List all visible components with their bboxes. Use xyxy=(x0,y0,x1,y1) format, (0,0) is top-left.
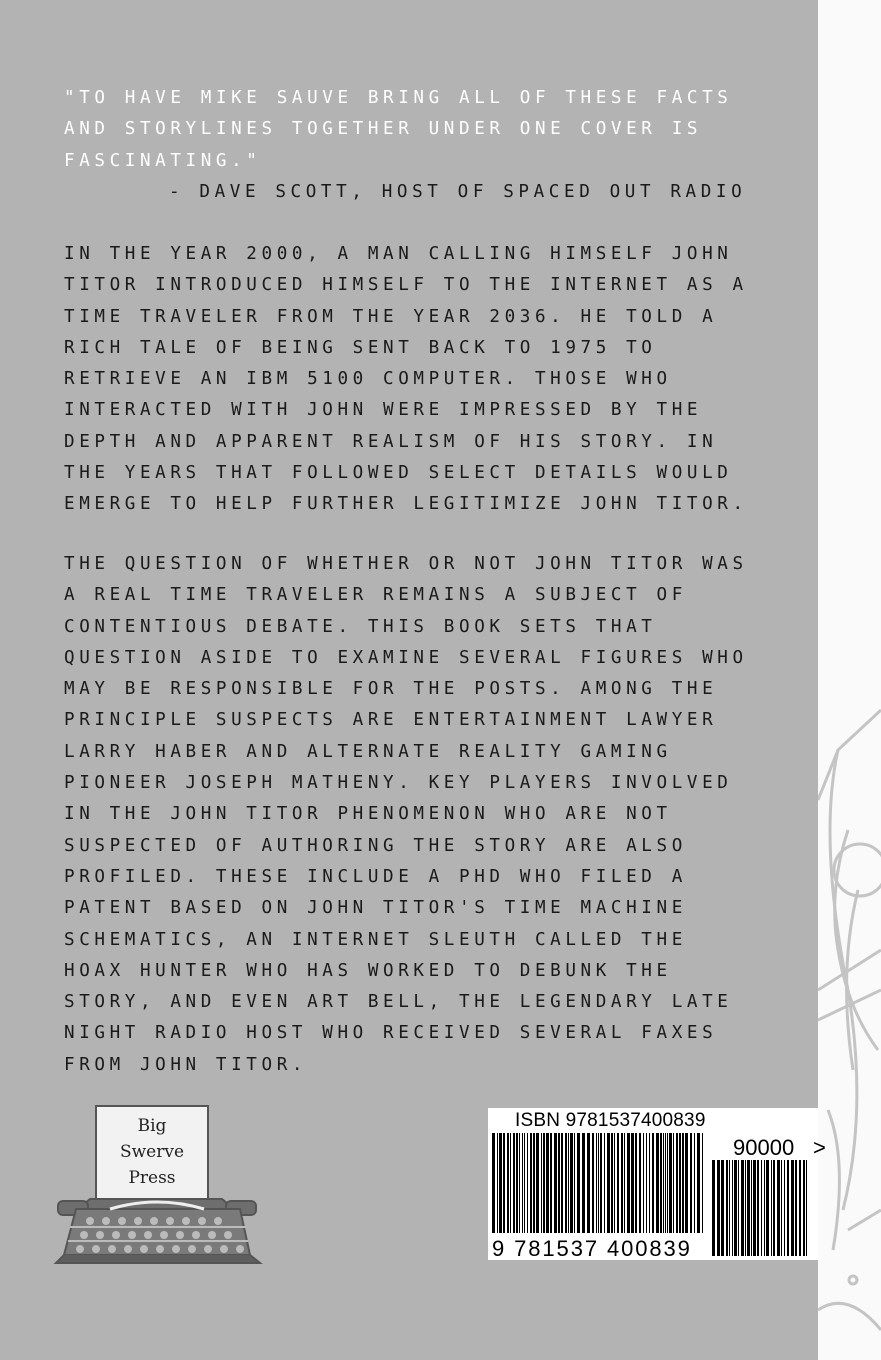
text-line: TITOR INTRODUCED HIMSELF TO THE INTERNET AS A xyxy=(64,275,748,296)
publisher-line: Swerve xyxy=(119,1142,185,1162)
isbn-digits: 9 781537 400839 xyxy=(492,1236,692,1261)
barcode-bar xyxy=(753,1160,756,1256)
barcode-bar xyxy=(649,1133,650,1233)
barcode-bar xyxy=(607,1133,610,1233)
barcode-bar xyxy=(702,1133,703,1233)
barcode-bar xyxy=(600,1133,602,1233)
barcode-bar xyxy=(543,1133,545,1233)
description-paragraph-1 xyxy=(64,239,784,521)
barcode-bar xyxy=(527,1133,528,1233)
barcode-bar xyxy=(570,1133,573,1233)
price-arrow: > xyxy=(813,1135,826,1160)
text-line: STORY, AND EVEN ART BELL, THE LEGENDARY LATE xyxy=(64,992,733,1013)
barcode-bar xyxy=(643,1133,644,1233)
price-code: 90000 xyxy=(733,1135,795,1160)
barcode-bar xyxy=(522,1133,523,1233)
barcode-bar xyxy=(751,1160,752,1256)
barcode-bar xyxy=(510,1133,511,1233)
barcode-bar xyxy=(747,1160,750,1256)
barcode-bar xyxy=(592,1133,594,1233)
barcode-bar xyxy=(541,1133,542,1233)
barcode-bar xyxy=(565,1133,567,1233)
barcode-bar xyxy=(550,1133,552,1233)
barcode-bar xyxy=(745,1160,746,1256)
barcode-bar xyxy=(773,1160,775,1256)
barcode-bar xyxy=(497,1133,498,1233)
barcode-bar xyxy=(598,1133,599,1233)
text-line: THE YEARS THAT FOLLOWED SELECT DETAILS WOULD xyxy=(64,463,733,484)
barcode-bar xyxy=(558,1133,560,1233)
barcode-bar xyxy=(627,1133,630,1233)
barcode-bar xyxy=(726,1160,728,1256)
text-line: NIGHT RADIO HOST WHO RECEIVED SEVERAL FAXES xyxy=(64,1023,718,1044)
barcode-bar xyxy=(732,1160,733,1256)
text-line: THE QUESTION OF WHETHER OR NOT JOHN TITOR WAS xyxy=(64,554,748,574)
barcode-bar xyxy=(721,1160,724,1256)
barcode-bar xyxy=(611,1133,613,1233)
barcode-bar xyxy=(682,1133,684,1233)
isbn-barcode xyxy=(492,1133,704,1233)
barcode-bar xyxy=(652,1133,654,1233)
barcode-bar xyxy=(621,1133,623,1233)
barcode-bar xyxy=(757,1160,759,1256)
text-line: SUSPECTED OF AUTHORING THE STORY ARE ALSO xyxy=(64,835,687,856)
barcode-bar xyxy=(741,1160,744,1256)
barcode-bar xyxy=(582,1133,585,1233)
barcode-bar xyxy=(516,1133,518,1233)
barcode-bar xyxy=(546,1133,549,1233)
barcode-bar xyxy=(646,1133,647,1233)
barcode-bar xyxy=(679,1133,681,1233)
text-line: TIME TRAVELER FROM THE YEAR 2036. HE TOLD A xyxy=(64,306,718,327)
barcode-bar xyxy=(771,1160,772,1256)
barcode-bar xyxy=(766,1160,769,1256)
barcode-bar xyxy=(712,1160,715,1256)
barcode-bar xyxy=(777,1160,780,1256)
price-barcode xyxy=(712,1160,807,1256)
barcode-bar xyxy=(799,1160,801,1256)
barcode-bar xyxy=(568,1133,569,1233)
barcode-bar xyxy=(781,1160,782,1256)
barcode-bar xyxy=(574,1133,575,1233)
barcode-bar xyxy=(729,1160,730,1256)
publisher-name xyxy=(96,1113,208,1191)
barcode-bar xyxy=(639,1133,641,1233)
barcode-bar xyxy=(513,1133,515,1233)
text-line: PATENT BASED ON JOHN TITOR'S TIME MACHINE xyxy=(64,898,687,919)
barcode-bar xyxy=(587,1133,590,1233)
barcode-bar xyxy=(561,1133,563,1233)
barcode-bar xyxy=(787,1160,789,1256)
barcode-bar xyxy=(665,1133,666,1233)
barcode-bar xyxy=(536,1133,539,1233)
barcode-bar xyxy=(764,1160,765,1256)
text-line: RICH TALE OF BEING SENT BACK TO 1975 TO xyxy=(64,337,657,358)
text-line: PROFILED. THESE INCLUDE A PHD WHO FILED A xyxy=(64,866,687,887)
quote-line: "TO HAVE MIKE SAUVE BRING ALL OF THESE FACTS xyxy=(64,88,733,108)
barcode-bar xyxy=(533,1133,535,1233)
barcode-bar xyxy=(690,1133,692,1233)
barcode-bar xyxy=(614,1133,615,1233)
text-line: IN THE YEAR 2000, A MAN CALLING HIMSELF JOHN xyxy=(64,244,733,264)
barcode-bar xyxy=(806,1160,807,1256)
barcode-bar xyxy=(660,1133,662,1233)
description-paragraph-2 xyxy=(64,549,784,1081)
barcode-bar xyxy=(617,1133,619,1233)
text-line: QUESTION ASIDE TO EXAMINE SEVERAL FIGURES WHO xyxy=(64,647,748,668)
barcode-bar xyxy=(530,1133,532,1233)
barcode-bar xyxy=(656,1133,659,1233)
time-machine-sketch-icon xyxy=(818,690,881,1360)
barcode-bar xyxy=(503,1133,505,1233)
text-line: CONTENTIOUS DEBATE. THIS BOOK SETS THAT xyxy=(64,616,657,637)
barcode-bar xyxy=(791,1160,794,1256)
barcode-bar xyxy=(554,1133,557,1233)
text-line: EMERGE TO HELP FURTHER LEGITIMIZE JOHN TITOR. xyxy=(64,494,748,515)
text-line: LARRY HABER AND ALTERNATE REALITY GAMING xyxy=(64,741,672,762)
quote-line: FASCINATING." xyxy=(64,150,262,171)
text-line: SCHEMATICS, AN INTERNET SLEUTH CALLED THE xyxy=(64,929,687,950)
barcode-bar xyxy=(604,1133,605,1233)
text-line: MAY BE RESPONSIBLE FOR THE POSTS. AMONG THE xyxy=(64,679,718,700)
barcode-bar xyxy=(717,1160,720,1256)
barcode-bar xyxy=(519,1133,520,1233)
barcode-bar xyxy=(524,1133,525,1233)
barcode-bar xyxy=(577,1133,580,1233)
barcode-bar xyxy=(624,1133,625,1233)
barcode-bar xyxy=(795,1160,797,1256)
barcode-bar xyxy=(761,1160,762,1256)
text-line: FROM JOHN TITOR. xyxy=(64,1054,308,1075)
barcode-bar xyxy=(673,1133,674,1233)
text-line: HOAX HUNTER WHO HAS WORKED TO DEBUNK THE xyxy=(64,960,672,981)
text-line: INTERACTED WITH JOHN WERE IMPRESSED BY THE xyxy=(64,400,703,421)
barcode-bar xyxy=(738,1160,739,1256)
text-line: PRINCIPLE SUSPECTS ARE ENTERTAINMENT LAWYER xyxy=(64,710,718,731)
barcode-bar xyxy=(685,1133,688,1233)
barcode-bar xyxy=(492,1133,495,1233)
barcode-bar xyxy=(697,1133,700,1233)
barcode-bar xyxy=(667,1133,668,1233)
barcode-bar xyxy=(676,1133,678,1233)
text-line: A REAL TIME TRAVELER REMAINS A SUBJECT OF xyxy=(64,585,687,606)
barcode-bar xyxy=(734,1160,737,1256)
publisher-line: Press xyxy=(128,1168,176,1188)
barcode-bar xyxy=(663,1133,664,1233)
text-line: RETRIEVE AN IBM 5100 COMPUTER. THOSE WHO xyxy=(64,369,672,390)
barcode-bar xyxy=(784,1160,785,1256)
text-line: PIONEER JOSEPH MATHENY. KEY PLAYERS INVOLVED xyxy=(64,773,733,794)
barcode-bar xyxy=(631,1133,634,1233)
quote-line: AND STORYLINES TOGETHER UNDER ONE COVER IS xyxy=(64,119,703,140)
publisher-line: Big xyxy=(137,1116,167,1136)
barcode-bar xyxy=(596,1133,597,1233)
isbn-label: ISBN 9781537400839 xyxy=(515,1110,706,1131)
barcode-bar xyxy=(499,1133,502,1233)
endorsement-quote xyxy=(64,83,784,208)
text-line: IN THE JOHN TITOR PHENOMENON WHO ARE NOT xyxy=(64,804,672,825)
barcode-bar xyxy=(694,1133,695,1233)
barcode-bar xyxy=(669,1133,672,1233)
quote-attribution: - DAVE SCOTT, HOST OF SPACED OUT RADIO xyxy=(169,181,747,202)
barcode-bar xyxy=(507,1133,509,1233)
barcode-bar xyxy=(803,1160,805,1256)
text-line: DEPTH AND APPARENT REALISM OF HIS STORY. IN xyxy=(64,431,718,452)
barcode-bar xyxy=(635,1133,637,1233)
